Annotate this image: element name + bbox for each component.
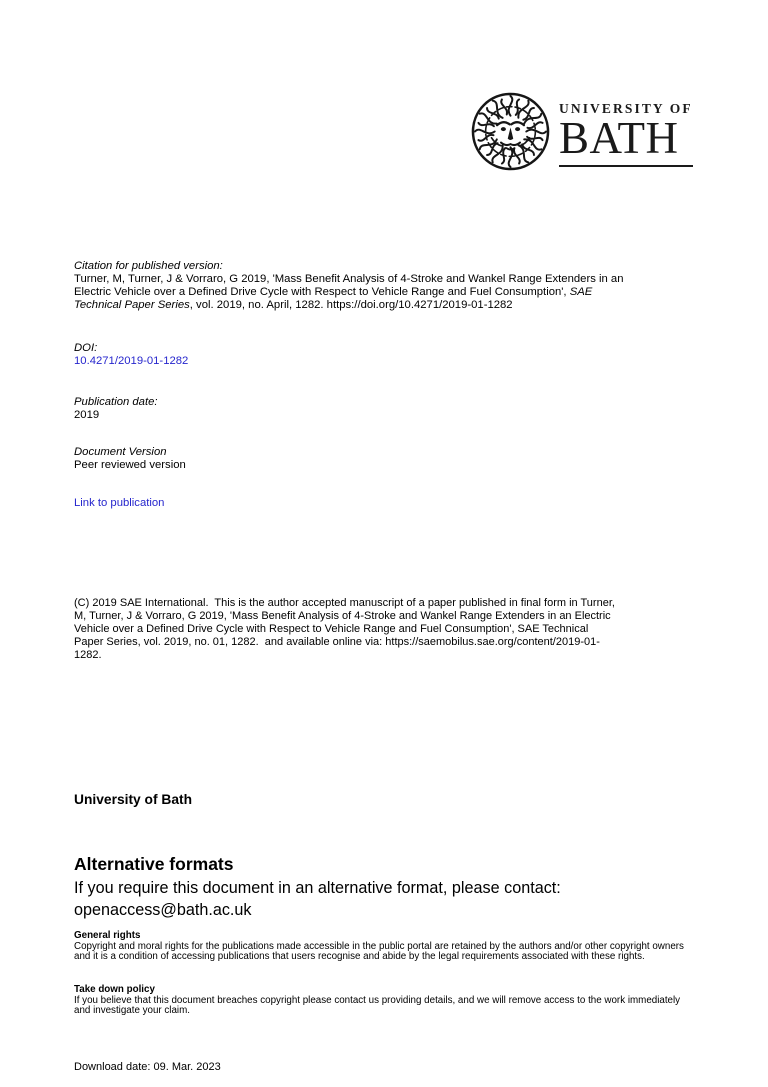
document-version-section	[74, 446, 186, 472]
publication-date-section	[74, 396, 158, 422]
document-version-value: Peer reviewed version	[74, 458, 186, 471]
text-line: Paper Series, vol. 2019, no. 01, 1282. and available online via: https://saemobilus.sae.org/content/2019-01-	[74, 635, 600, 648]
link-to-publication[interactable]: Link to publication	[74, 497, 165, 509]
logo-text	[559, 92, 693, 167]
logo-bath-label: BATH	[559, 117, 693, 167]
doi-label: DOI:	[74, 342, 98, 354]
text-line: If you believe that this document breaches copyright please contact us providing details, and we will remove access to the work immediately	[74, 994, 681, 1006]
document-version-label: Document Version	[74, 446, 167, 458]
citation-line-1: Turner, M, Turner, J & Vorraro, G 2019, 'Mass Benefit Analysis of 4-Stroke and Wankel Range Extenders in an	[74, 272, 624, 285]
text-line: Vehicle over a Defined Drive Cycle with Respect to Vehicle Range and Fuel Consumption', SAE Technical	[74, 622, 589, 635]
logo-university-of-label: UNIVERSITY OF	[559, 101, 693, 116]
copyright-notice	[74, 597, 615, 662]
citation-label: Citation for published version:	[74, 260, 223, 272]
take-down-policy-body	[74, 996, 680, 1017]
text-line: (C) 2019 SAE International. This is the author accepted manuscript of a paper published in final form in Turner,	[74, 597, 615, 609]
citation-line-2: Electric Vehicle over a Defined Drive Cycle with Respect to Vehicle Range and Fuel Consumption', SAE	[74, 285, 593, 298]
text-line: and investigate your claim.	[74, 1005, 190, 1017]
general-rights-body	[74, 942, 684, 963]
publication-date-value: 2019	[74, 408, 100, 421]
text-line: and it is a condition of accessing publications that users recognise and abide by the legal requirements associated with these rights.	[74, 951, 645, 963]
download-date: Download date: 09. Mar. 2023	[74, 1061, 221, 1073]
general-rights-section	[74, 931, 684, 963]
bath-gorgon-medallion-icon	[471, 92, 550, 171]
institution-name: University of Bath	[74, 792, 193, 807]
take-down-policy-section	[74, 985, 680, 1017]
university-of-bath-logo	[471, 92, 693, 171]
take-down-policy-heading: Take down policy	[74, 984, 155, 995]
alternative-formats-email: openaccess@bath.ac.uk	[74, 900, 252, 919]
doi-link[interactable]: 10.4271/2019-01-1282	[74, 354, 189, 367]
citation-line-3: Technical Paper Series, vol. 2019, no. April, 1282. https://doi.org/10.4271/2019-01-1282	[74, 298, 513, 311]
general-rights-heading: General rights	[74, 930, 141, 941]
alternative-formats-section	[74, 853, 561, 921]
alternative-formats-heading: Alternative formats	[74, 854, 234, 874]
text-line: Copyright and moral rights for the publications made accessible in the public portal are retained by the authors and/or other copyright owners	[74, 940, 684, 952]
text-line: 1282.	[74, 648, 102, 661]
citation-section	[74, 260, 624, 312]
publication-date-label: Publication date:	[74, 396, 158, 408]
alternative-formats-contact-line: If you require this document in an alternative format, please contact:	[74, 879, 561, 897]
text-line: M, Turner, J & Vorraro, G 2019, 'Mass Benefit Analysis of 4-Stroke and Wankel Range Extenders in an Electric	[74, 609, 611, 622]
doi-section	[74, 342, 188, 368]
